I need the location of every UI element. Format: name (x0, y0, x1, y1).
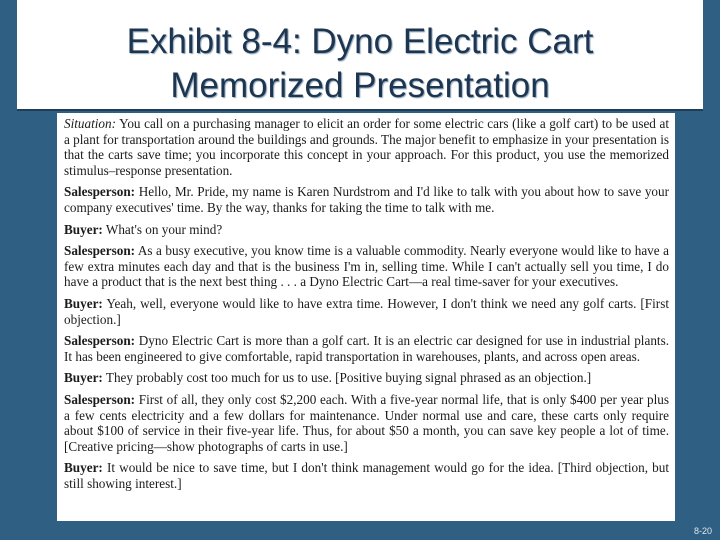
dialogue-text: Hello, Mr. Pride, my name is Karen Nurdstrom and I'd like to talk with you about how to save your company executives' time. By the way, thanks for taking the time to talk with me. (64, 184, 669, 215)
speaker-label: Buyer: (64, 460, 103, 476)
title-panel (17, 0, 703, 111)
dialogue-text: First of all, they only cost $2,200 each. With a five-year normal life, that is only $400 per year plus a few cents electricity and a few dollars for maintenance. Under normal use and care, these carts only require about $100 of service in their five-year life. Thus, for about $50 a month, you can save key people a lot of time. [Creative pricing—show photographs of carts in use.] (64, 391, 669, 454)
situation-label: Situation: (64, 116, 117, 131)
dialogue-line (64, 333, 669, 364)
dialogue-line (64, 460, 669, 491)
dialogue-text: Dyno Electric Cart is more than a golf cart. It is an electric car designed for use in industrial plants. It has been engineered to give comfortable, rapid transportation in warehouses, plants, and across open areas. (64, 333, 670, 364)
dialogue-text: It would be nice to save time, but I don't think management would go for the idea. [Third objection, but still showing interest.] (64, 460, 669, 491)
dialogue-text: As a busy executive, you know time is a valuable commodity. Nearly everyone would like to have a few extra minutes each day and that is the business I'm in, selling time. While I can't actually sell you time, I do have a product that is the next best thing . . . a Dyno Electric Cart—a real time-saver for your executives. (64, 243, 669, 290)
dialogue-text: They probably cost too much for us to use. [Positive buying signal phrased as an objection.] (105, 370, 592, 386)
speaker-label: Buyer: (64, 295, 103, 311)
dialogue-text: What's on your mind? (105, 221, 223, 237)
speaker-label: Salesperson: (64, 243, 136, 259)
situation-text: You call on a purchasing manager to elicit an order for some electric cars (like a golf cart) to be used at a plant for transportation around the buildings and grounds. The major benefit to emphasize in your presentation is that the carts save time; you incorporate this concept in your approach. For this product, you use the memorized stimulus–response presentation. (64, 116, 669, 178)
slide-title-line-2: Memorized Presentation (170, 66, 550, 105)
dialogue-line (64, 392, 669, 454)
slide-title-line-1: Exhibit 8-4: Dyno Electric Cart (126, 22, 594, 61)
speaker-label: Salesperson: (64, 333, 136, 349)
speaker-label: Salesperson: (64, 184, 136, 200)
dialogue-line (64, 222, 669, 238)
dialogue-line (64, 296, 669, 327)
situation-paragraph (64, 116, 669, 178)
exhibit-text-panel (57, 113, 675, 521)
dialogue-text: Yeah, well, everyone would like to have extra time. However, I don't think we need any golf carts. [First objection.] (64, 295, 669, 327)
speaker-label: Salesperson: (64, 391, 136, 407)
speaker-label: Buyer: (64, 370, 103, 386)
dialogue-line (64, 243, 669, 290)
dialogue-line (64, 370, 669, 386)
slide-title (17, 20, 703, 108)
page-number: 8-20 (693, 526, 712, 536)
speaker-label: Buyer: (64, 221, 103, 237)
dialogue-line (64, 184, 669, 215)
